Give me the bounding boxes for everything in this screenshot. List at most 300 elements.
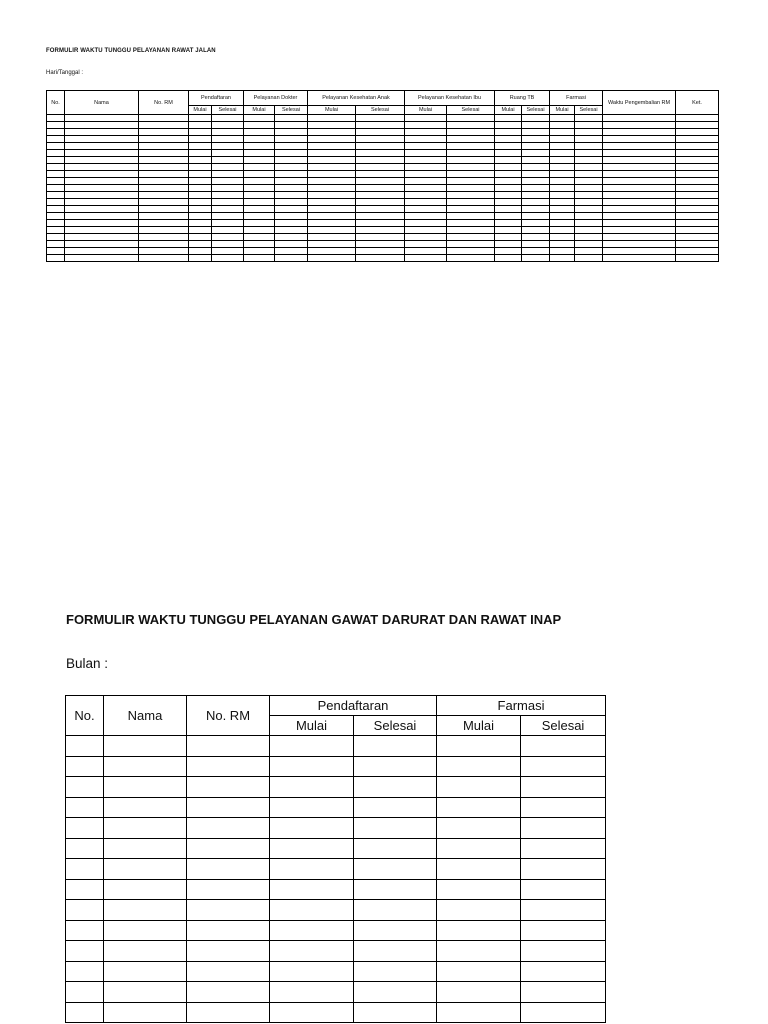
table-cell[interactable] <box>495 164 522 171</box>
table-cell[interactable] <box>575 136 603 143</box>
table-cell[interactable] <box>275 199 308 206</box>
table-cell[interactable] <box>244 185 275 192</box>
table-cell[interactable] <box>65 143 139 150</box>
table-cell[interactable] <box>354 838 437 859</box>
table-cell[interactable] <box>139 206 189 213</box>
table-cell[interactable] <box>275 171 308 178</box>
table-cell[interactable] <box>187 920 270 941</box>
table-cell[interactable] <box>308 122 356 129</box>
table-cell[interactable] <box>275 185 308 192</box>
table-cell[interactable] <box>495 143 522 150</box>
table-cell[interactable] <box>676 122 719 129</box>
table-cell[interactable] <box>522 129 550 136</box>
table-cell[interactable] <box>212 136 244 143</box>
table-cell[interactable] <box>354 941 437 962</box>
table-cell[interactable] <box>187 961 270 982</box>
table-cell[interactable] <box>521 900 606 921</box>
table-cell[interactable] <box>550 255 575 262</box>
table-cell[interactable] <box>47 164 65 171</box>
table-cell[interactable] <box>676 129 719 136</box>
table-cell[interactable] <box>212 171 244 178</box>
table-cell[interactable] <box>575 164 603 171</box>
table-cell[interactable] <box>212 150 244 157</box>
table-cell[interactable] <box>437 797 521 818</box>
table-cell[interactable] <box>437 838 521 859</box>
table-cell[interactable] <box>356 185 405 192</box>
table-cell[interactable] <box>495 136 522 143</box>
table-cell[interactable] <box>447 255 495 262</box>
table-cell[interactable] <box>47 129 65 136</box>
table-cell[interactable] <box>212 220 244 227</box>
table-cell[interactable] <box>244 171 275 178</box>
table-cell[interactable] <box>522 255 550 262</box>
table-cell[interactable] <box>139 248 189 255</box>
table-cell[interactable] <box>66 1002 104 1023</box>
table-cell[interactable] <box>437 777 521 798</box>
table-cell[interactable] <box>495 185 522 192</box>
table-cell[interactable] <box>603 248 676 255</box>
table-cell[interactable] <box>495 171 522 178</box>
table-cell[interactable] <box>603 255 676 262</box>
table-cell[interactable] <box>521 920 606 941</box>
table-cell[interactable] <box>521 879 606 900</box>
table-cell[interactable] <box>575 199 603 206</box>
table-cell[interactable] <box>275 248 308 255</box>
table-cell[interactable] <box>66 736 104 757</box>
table-cell[interactable] <box>212 199 244 206</box>
table-cell[interactable] <box>47 150 65 157</box>
table-cell[interactable] <box>522 115 550 122</box>
table-cell[interactable] <box>65 227 139 234</box>
table-cell[interactable] <box>356 220 405 227</box>
table-cell[interactable] <box>447 227 495 234</box>
table-cell[interactable] <box>447 213 495 220</box>
table-cell[interactable] <box>522 171 550 178</box>
table-cell[interactable] <box>603 220 676 227</box>
table-cell[interactable] <box>65 122 139 129</box>
table-cell[interactable] <box>447 157 495 164</box>
table-cell[interactable] <box>550 220 575 227</box>
table-cell[interactable] <box>522 143 550 150</box>
table-cell[interactable] <box>521 756 606 777</box>
table-cell[interactable] <box>187 879 270 900</box>
table-cell[interactable] <box>405 234 447 241</box>
table-cell[interactable] <box>447 234 495 241</box>
table-cell[interactable] <box>189 171 212 178</box>
table-cell[interactable] <box>308 234 356 241</box>
table-cell[interactable] <box>104 879 187 900</box>
table-cell[interactable] <box>603 164 676 171</box>
table-cell[interactable] <box>104 982 187 1003</box>
table-cell[interactable] <box>244 129 275 136</box>
table-cell[interactable] <box>65 234 139 241</box>
table-cell[interactable] <box>189 136 212 143</box>
table-cell[interactable] <box>244 213 275 220</box>
table-cell[interactable] <box>354 1002 437 1023</box>
table-cell[interactable] <box>139 227 189 234</box>
table-cell[interactable] <box>521 859 606 880</box>
table-cell[interactable] <box>308 115 356 122</box>
table-cell[interactable] <box>47 206 65 213</box>
table-cell[interactable] <box>65 241 139 248</box>
table-cell[interactable] <box>66 777 104 798</box>
table-cell[interactable] <box>47 227 65 234</box>
table-cell[interactable] <box>308 241 356 248</box>
table-cell[interactable] <box>187 859 270 880</box>
table-cell[interactable] <box>447 129 495 136</box>
table-cell[interactable] <box>275 136 308 143</box>
table-cell[interactable] <box>104 920 187 941</box>
table-cell[interactable] <box>575 248 603 255</box>
table-cell[interactable] <box>212 185 244 192</box>
table-cell[interactable] <box>405 171 447 178</box>
table-cell[interactable] <box>447 248 495 255</box>
table-cell[interactable] <box>495 157 522 164</box>
table-cell[interactable] <box>575 178 603 185</box>
table-cell[interactable] <box>308 150 356 157</box>
table-cell[interactable] <box>575 185 603 192</box>
table-cell[interactable] <box>65 213 139 220</box>
table-cell[interactable] <box>270 756 354 777</box>
table-cell[interactable] <box>522 178 550 185</box>
table-cell[interactable] <box>356 199 405 206</box>
table-cell[interactable] <box>187 900 270 921</box>
table-cell[interactable] <box>187 941 270 962</box>
table-cell[interactable] <box>104 859 187 880</box>
table-cell[interactable] <box>187 736 270 757</box>
table-cell[interactable] <box>139 129 189 136</box>
table-cell[interactable] <box>212 115 244 122</box>
table-cell[interactable] <box>550 248 575 255</box>
table-cell[interactable] <box>405 129 447 136</box>
table-cell[interactable] <box>47 171 65 178</box>
table-cell[interactable] <box>189 122 212 129</box>
table-cell[interactable] <box>354 736 437 757</box>
table-cell[interactable] <box>139 185 189 192</box>
table-cell[interactable] <box>104 756 187 777</box>
table-cell[interactable] <box>189 220 212 227</box>
table-cell[interactable] <box>356 234 405 241</box>
table-cell[interactable] <box>47 220 65 227</box>
table-cell[interactable] <box>447 241 495 248</box>
table-cell[interactable] <box>189 248 212 255</box>
table-cell[interactable] <box>550 171 575 178</box>
table-cell[interactable] <box>356 171 405 178</box>
table-cell[interactable] <box>676 213 719 220</box>
table-cell[interactable] <box>575 143 603 150</box>
table-cell[interactable] <box>495 227 522 234</box>
table-cell[interactable] <box>354 797 437 818</box>
table-cell[interactable] <box>603 143 676 150</box>
table-cell[interactable] <box>495 178 522 185</box>
table-cell[interactable] <box>270 900 354 921</box>
table-cell[interactable] <box>212 206 244 213</box>
table-cell[interactable] <box>65 129 139 136</box>
table-cell[interactable] <box>270 1002 354 1023</box>
table-cell[interactable] <box>495 248 522 255</box>
table-cell[interactable] <box>437 920 521 941</box>
table-cell[interactable] <box>244 136 275 143</box>
table-cell[interactable] <box>212 157 244 164</box>
table-cell[interactable] <box>437 859 521 880</box>
table-cell[interactable] <box>405 143 447 150</box>
table-cell[interactable] <box>270 879 354 900</box>
table-cell[interactable] <box>437 818 521 839</box>
table-cell[interactable] <box>437 736 521 757</box>
table-cell[interactable] <box>308 213 356 220</box>
table-cell[interactable] <box>354 920 437 941</box>
table-cell[interactable] <box>139 199 189 206</box>
table-cell[interactable] <box>522 136 550 143</box>
table-cell[interactable] <box>405 213 447 220</box>
table-cell[interactable] <box>275 164 308 171</box>
table-cell[interactable] <box>66 797 104 818</box>
table-cell[interactable] <box>187 818 270 839</box>
table-cell[interactable] <box>65 192 139 199</box>
table-cell[interactable] <box>47 192 65 199</box>
table-cell[interactable] <box>405 136 447 143</box>
table-cell[interactable] <box>522 150 550 157</box>
table-cell[interactable] <box>189 150 212 157</box>
table-cell[interactable] <box>187 982 270 1003</box>
table-cell[interactable] <box>66 900 104 921</box>
table-cell[interactable] <box>603 122 676 129</box>
table-cell[interactable] <box>676 255 719 262</box>
table-cell[interactable] <box>244 255 275 262</box>
table-cell[interactable] <box>603 213 676 220</box>
table-cell[interactable] <box>575 234 603 241</box>
table-cell[interactable] <box>275 234 308 241</box>
table-cell[interactable] <box>47 136 65 143</box>
table-cell[interactable] <box>550 164 575 171</box>
table-cell[interactable] <box>47 241 65 248</box>
table-cell[interactable] <box>65 178 139 185</box>
table-cell[interactable] <box>212 178 244 185</box>
table-cell[interactable] <box>522 122 550 129</box>
table-cell[interactable] <box>275 206 308 213</box>
table-cell[interactable] <box>270 961 354 982</box>
table-cell[interactable] <box>212 164 244 171</box>
table-cell[interactable] <box>356 164 405 171</box>
table-cell[interactable] <box>603 129 676 136</box>
table-cell[interactable] <box>270 838 354 859</box>
table-cell[interactable] <box>405 178 447 185</box>
table-cell[interactable] <box>437 900 521 921</box>
table-cell[interactable] <box>308 220 356 227</box>
table-cell[interactable] <box>244 157 275 164</box>
table-cell[interactable] <box>275 157 308 164</box>
table-cell[interactable] <box>139 220 189 227</box>
table-cell[interactable] <box>550 227 575 234</box>
table-cell[interactable] <box>66 756 104 777</box>
table-cell[interactable] <box>676 220 719 227</box>
table-cell[interactable] <box>550 129 575 136</box>
table-cell[interactable] <box>104 777 187 798</box>
table-cell[interactable] <box>522 241 550 248</box>
table-cell[interactable] <box>522 192 550 199</box>
table-cell[interactable] <box>405 220 447 227</box>
table-cell[interactable] <box>189 206 212 213</box>
table-cell[interactable] <box>308 129 356 136</box>
table-cell[interactable] <box>104 736 187 757</box>
table-cell[interactable] <box>308 192 356 199</box>
table-cell[interactable] <box>356 143 405 150</box>
table-cell[interactable] <box>405 199 447 206</box>
table-cell[interactable] <box>65 255 139 262</box>
table-cell[interactable] <box>356 136 405 143</box>
table-cell[interactable] <box>447 150 495 157</box>
table-cell[interactable] <box>550 157 575 164</box>
table-cell[interactable] <box>212 241 244 248</box>
table-cell[interactable] <box>189 129 212 136</box>
table-cell[interactable] <box>244 234 275 241</box>
table-cell[interactable] <box>447 115 495 122</box>
table-cell[interactable] <box>522 199 550 206</box>
table-cell[interactable] <box>495 255 522 262</box>
table-cell[interactable] <box>356 178 405 185</box>
table-cell[interactable] <box>676 199 719 206</box>
table-cell[interactable] <box>550 192 575 199</box>
table-cell[interactable] <box>354 879 437 900</box>
table-cell[interactable] <box>550 199 575 206</box>
table-cell[interactable] <box>575 192 603 199</box>
table-cell[interactable] <box>405 150 447 157</box>
table-cell[interactable] <box>495 213 522 220</box>
table-cell[interactable] <box>356 248 405 255</box>
table-cell[interactable] <box>189 164 212 171</box>
table-cell[interactable] <box>66 838 104 859</box>
table-cell[interactable] <box>47 234 65 241</box>
table-cell[interactable] <box>522 164 550 171</box>
table-cell[interactable] <box>550 213 575 220</box>
table-cell[interactable] <box>270 736 354 757</box>
table-cell[interactable] <box>447 136 495 143</box>
table-cell[interactable] <box>495 115 522 122</box>
table-cell[interactable] <box>575 171 603 178</box>
table-cell[interactable] <box>66 941 104 962</box>
table-cell[interactable] <box>66 920 104 941</box>
table-cell[interactable] <box>495 150 522 157</box>
table-cell[interactable] <box>270 920 354 941</box>
table-cell[interactable] <box>270 777 354 798</box>
table-cell[interactable] <box>495 234 522 241</box>
table-cell[interactable] <box>244 164 275 171</box>
table-cell[interactable] <box>47 178 65 185</box>
table-cell[interactable] <box>550 178 575 185</box>
table-cell[interactable] <box>308 178 356 185</box>
table-cell[interactable] <box>356 157 405 164</box>
table-cell[interactable] <box>522 213 550 220</box>
table-cell[interactable] <box>356 227 405 234</box>
table-cell[interactable] <box>139 178 189 185</box>
table-cell[interactable] <box>676 206 719 213</box>
table-cell[interactable] <box>522 206 550 213</box>
table-cell[interactable] <box>437 879 521 900</box>
table-cell[interactable] <box>65 150 139 157</box>
table-cell[interactable] <box>575 220 603 227</box>
table-cell[interactable] <box>139 136 189 143</box>
table-cell[interactable] <box>603 157 676 164</box>
table-cell[interactable] <box>187 797 270 818</box>
table-cell[interactable] <box>676 164 719 171</box>
table-cell[interactable] <box>603 115 676 122</box>
table-cell[interactable] <box>189 157 212 164</box>
table-cell[interactable] <box>244 150 275 157</box>
table-cell[interactable] <box>212 213 244 220</box>
table-cell[interactable] <box>603 234 676 241</box>
table-cell[interactable] <box>603 199 676 206</box>
table-cell[interactable] <box>495 241 522 248</box>
table-cell[interactable] <box>244 206 275 213</box>
table-cell[interactable] <box>187 756 270 777</box>
table-cell[interactable] <box>603 241 676 248</box>
table-cell[interactable] <box>104 797 187 818</box>
table-cell[interactable] <box>244 199 275 206</box>
table-cell[interactable] <box>139 171 189 178</box>
table-cell[interactable] <box>189 192 212 199</box>
table-cell[interactable] <box>244 248 275 255</box>
table-cell[interactable] <box>437 982 521 1003</box>
table-cell[interactable] <box>189 115 212 122</box>
table-cell[interactable] <box>104 838 187 859</box>
table-cell[interactable] <box>139 157 189 164</box>
table-cell[interactable] <box>139 143 189 150</box>
table-cell[interactable] <box>308 143 356 150</box>
table-cell[interactable] <box>522 234 550 241</box>
table-cell[interactable] <box>550 234 575 241</box>
table-cell[interactable] <box>212 255 244 262</box>
table-cell[interactable] <box>139 241 189 248</box>
table-cell[interactable] <box>275 192 308 199</box>
table-cell[interactable] <box>676 136 719 143</box>
table-cell[interactable] <box>575 122 603 129</box>
table-cell[interactable] <box>521 818 606 839</box>
table-cell[interactable] <box>275 241 308 248</box>
table-cell[interactable] <box>405 192 447 199</box>
table-cell[interactable] <box>575 150 603 157</box>
table-cell[interactable] <box>603 178 676 185</box>
table-cell[interactable] <box>521 961 606 982</box>
table-cell[interactable] <box>104 941 187 962</box>
table-cell[interactable] <box>275 213 308 220</box>
table-cell[interactable] <box>244 220 275 227</box>
table-cell[interactable] <box>189 227 212 234</box>
table-cell[interactable] <box>521 941 606 962</box>
table-cell[interactable] <box>66 859 104 880</box>
table-cell[interactable] <box>676 241 719 248</box>
table-cell[interactable] <box>47 248 65 255</box>
table-cell[interactable] <box>244 143 275 150</box>
table-cell[interactable] <box>354 818 437 839</box>
table-cell[interactable] <box>437 1002 521 1023</box>
table-cell[interactable] <box>308 255 356 262</box>
table-cell[interactable] <box>47 213 65 220</box>
table-cell[interactable] <box>356 150 405 157</box>
table-cell[interactable] <box>550 241 575 248</box>
table-cell[interactable] <box>65 206 139 213</box>
table-cell[interactable] <box>521 777 606 798</box>
table-cell[interactable] <box>275 115 308 122</box>
table-cell[interactable] <box>356 122 405 129</box>
table-cell[interactable] <box>244 227 275 234</box>
table-cell[interactable] <box>447 178 495 185</box>
table-cell[interactable] <box>521 736 606 757</box>
table-cell[interactable] <box>356 213 405 220</box>
table-cell[interactable] <box>354 900 437 921</box>
table-cell[interactable] <box>676 171 719 178</box>
table-cell[interactable] <box>522 248 550 255</box>
table-cell[interactable] <box>354 982 437 1003</box>
